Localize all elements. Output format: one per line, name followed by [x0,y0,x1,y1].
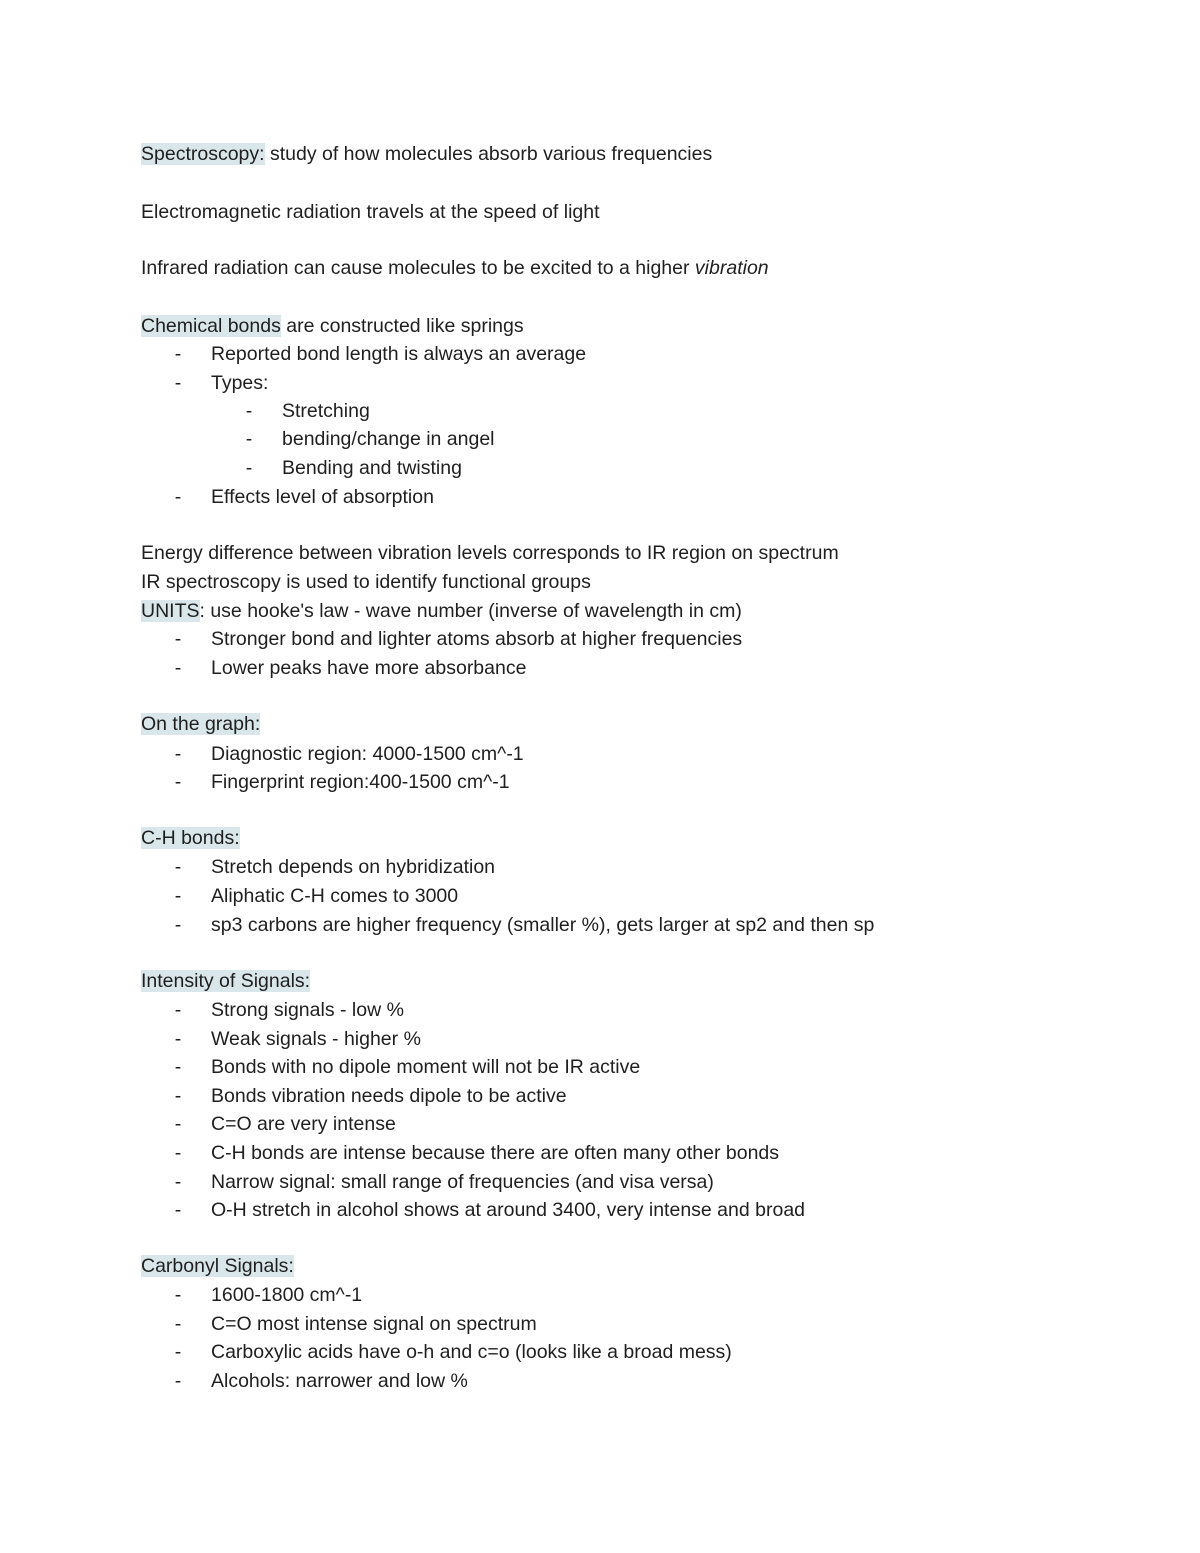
bullet-dash: - [174,1113,182,1135]
bullet-dash: - [174,999,182,1021]
units-term: UNITS [141,600,200,622]
spectroscopy-definition: study of how molecules absorb various frequencies [264,143,713,165]
carbonyl-heading: Carbonyl Signals: [141,1255,294,1277]
ch-bonds-heading-line [141,826,240,850]
list-item-text: Alcohols: narrower and low % [211,1370,468,1392]
list-item-text: Fingerprint region:400-1500 cm^-1 [211,771,510,793]
list-item-text: Diagnostic region: 4000-1500 cm^-1 [211,743,524,765]
list-item-text: Stronger bond and lighter atoms absorb at higher frequencies [211,628,743,650]
list-item-text: C=O are very intense [211,1113,396,1135]
intensity-heading-line [141,969,310,993]
bullet-dash: - [174,1313,182,1335]
graph-heading: On the graph: [141,713,261,735]
list-item-text: Weak signals - higher % [211,1028,421,1050]
infrared-italic: vibration [694,257,769,279]
bullet-dash: - [245,400,253,422]
sub-list-item-text: Bending and twisting [282,457,462,479]
list-item-text: Carboxylic acids have o-h and c=o (looks like a broad mess) [211,1341,732,1363]
bullet-dash: - [174,1171,182,1193]
list-item-text: Lower peaks have more absorbance [211,657,527,679]
infrared-text: Infrared radiation can cause molecules to be excited to a higher [141,257,695,279]
list-item-text: Aliphatic C-H comes to 3000 [211,885,459,907]
list-item-text: Strong signals - low % [211,999,404,1021]
list-item-text: Reported bond length is always an average [211,343,587,365]
em-radiation-line: Electromagnetic radiation travels at the speed of light [141,201,600,223]
graph-heading-line [141,712,260,736]
list-item-text: C=O most intense signal on spectrum [211,1313,537,1335]
chemical-bonds-term: Chemical bonds [141,315,281,337]
list-item-text: Stretch depends on hybridization [211,856,496,878]
bullet-dash: - [174,343,182,365]
list-item-text: 1600-1800 cm^-1 [211,1284,363,1306]
sub-list-item-text: Stretching [282,400,370,422]
bullet-dash: - [245,457,253,479]
sub-list-item-text: bending/change in angel [282,428,495,450]
bullet-dash: - [174,372,182,394]
bullet-dash: - [174,1199,182,1221]
energy-line: Energy difference between vibration levels corresponds to IR region on spectrum [141,542,839,564]
list-item-text: C-H bonds are intense because there are often many other bonds [211,1142,780,1164]
bullet-dash: - [174,1284,182,1306]
bullet-dash: - [174,1085,182,1107]
ch-bonds-heading: C-H bonds: [141,827,240,849]
ir-line: IR spectroscopy is used to identify functional groups [141,571,591,593]
bullet-dash: - [174,486,182,508]
chemical-bonds-rest: are constructed like springs [280,315,524,337]
list-item-text: sp3 carbons are higher frequency (smaller %), gets larger at sp2 and then sp [211,914,875,936]
units-line [141,599,742,623]
bullet-dash: - [174,856,182,878]
bullet-dash: - [174,885,182,907]
bullet-dash: - [174,1028,182,1050]
bullet-dash: - [245,428,253,450]
bullet-dash: - [174,914,182,936]
bullet-dash: - [174,771,182,793]
list-item-text: Types: [211,372,269,394]
spectroscopy-term: Spectroscopy: [141,143,265,165]
bullet-dash: - [174,1142,182,1164]
chemical-bonds-line [141,314,524,338]
list-item-text: Bonds with no dipole moment will not be IR active [211,1056,641,1078]
list-item-text: Effects level of absorption [211,486,434,508]
spectroscopy-line [141,142,712,166]
intensity-heading: Intensity of Signals: [141,970,311,992]
bullet-dash: - [174,628,182,650]
list-item-text: Bonds vibration needs dipole to be active [211,1085,567,1107]
units-rest: : use hooke's law - wave number (inverse of wavelength in cm) [199,600,742,622]
bullet-dash: - [174,657,182,679]
infrared-line [141,256,769,280]
list-item-text: Narrow signal: small range of frequencies (and visa versa) [211,1171,714,1193]
carbonyl-heading-line [141,1254,294,1278]
bullet-dash: - [174,743,182,765]
bullet-dash: - [174,1370,182,1392]
bullet-dash: - [174,1056,182,1078]
bullet-dash: - [174,1341,182,1363]
list-item-text: O-H stretch in alcohol shows at around 3400, very intense and broad [211,1199,806,1221]
